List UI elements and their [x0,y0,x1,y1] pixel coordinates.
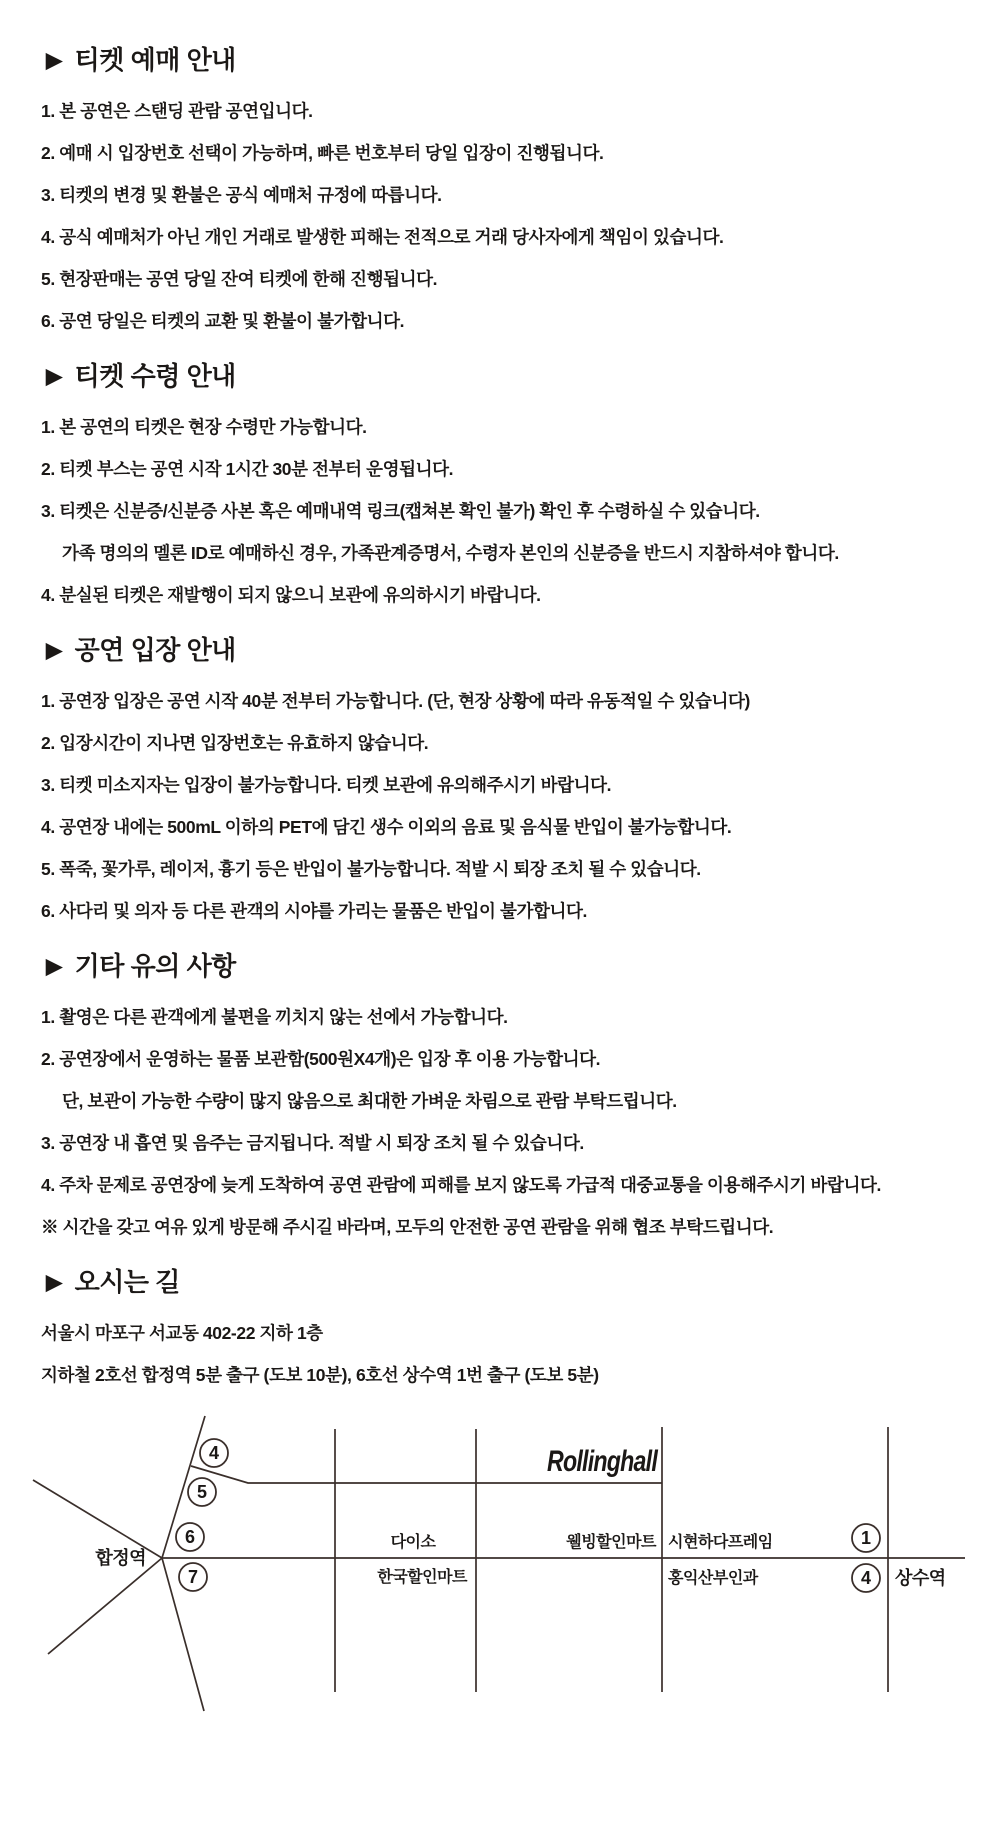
sangsu-exit-1 [852,1524,880,1552]
list-item: 5. 폭죽, 꽃가루, 레이저, 흉기 등은 반입이 불가능합니다. 적발 시 퇴장 조치 될 수 있습니다. [41,859,701,879]
triangle-bullet-icon: ▶ [46,49,62,72]
triangle-bullet-icon: ▶ [46,955,62,978]
exit-number: 4 [860,1568,872,1588]
hapjeong-exit-7 [179,1563,207,1591]
rollinghall-logo: Rollinghall [547,1445,659,1478]
list-item: 4. 분실된 티켓은 재발행이 되지 않으니 보관에 유의하시기 바랍니다. [41,585,541,605]
exit-number: 6 [184,1527,196,1547]
list-item: 5. 현장판매는 공연 당일 잔여 티켓에 한해 진행됩니다. [41,269,438,289]
list-item: 3. 티켓 미소지자는 입장이 불가능합니다. 티켓 보관에 유의해주시기 바랍니다. [41,775,612,795]
road-diagonal-northwest [33,1480,162,1558]
exit-number: 1 [860,1528,872,1548]
venue-map [0,1407,1000,1747]
venue-map-svg [0,1407,1000,1747]
section-title-other-notes [41,952,1000,983]
list-item: 6. 사다리 및 의자 등 다른 관객의 시야를 가리는 물품은 반입이 불가합니다. [41,901,587,921]
sihyunhada-frame-label: 시현하다프레임 [668,1534,773,1551]
list-item: 2. 예매 시 입장번호 선택이 가능하며, 빠른 번호부터 당일 입장이 진행됩니다. [41,143,604,163]
section-ticket-pickup [41,362,1000,605]
sangsu-exit-4 [852,1564,880,1592]
section-other-notes [41,952,1000,1237]
sangsu-station-label: 상수역 [895,1568,946,1588]
section-title-text: 기타 유의 사항 [74,951,236,981]
triangle-bullet-icon: ▶ [46,365,62,388]
subway-directions: 지하철 2호선 합정역 5분 출구 (도보 10분), 6호선 상수역 1번 출구 (도보 5분) [41,1365,599,1385]
list-item: 2. 공연장에서 운영하는 물품 보관함(500원X4개)은 입장 후 이용 가능합니다. [41,1049,601,1069]
list-item: 4. 주차 문제로 공연장에 늦게 도착하여 공연 관람에 피해를 보지 않도록 가급적 대중교통을 이용해주시기 바랍니다. [41,1175,881,1195]
hapjeong-station-label: 합정역 [95,1548,146,1568]
wellbeing-mart-label: 웰빙할인마트 [566,1534,656,1551]
section-ticket-booking [41,46,1000,331]
list-item: 2. 티켓 부스는 공연 시작 1시간 30분 전부터 운영됩니다. [41,459,454,479]
hongik-clinic-label: 홍익산부인과 [668,1570,758,1587]
korea-discount-mart-label: 한국할인마트 [377,1569,467,1586]
list-item-continuation: 가족 명의의 멜론 ID로 예매하신 경우, 가족관계증명서, 수령자 본인의 신분증을 반드시 지참하셔야 합니다. [62,543,839,563]
section-title-text: 티켓 예매 안내 [74,45,236,75]
hapjeong-exit-6 [176,1523,204,1551]
section-title-text: 티켓 수령 안내 [74,361,236,391]
list-item: 4. 공연장 내에는 500mL 이하의 PET에 담긴 생수 이외의 음료 및 음식물 반입이 불가능합니다. [41,817,732,837]
footer-note: ※ 시간을 갖고 여유 있게 방문해 주시길 바라며, 모두의 안전한 공연 관람을 위해 협조 부탁드립니다. [41,1217,774,1237]
section-title-entry-guide [41,636,1000,667]
venue-address: 서울시 마포구 서교동 402-22 지하 1층 [41,1323,323,1343]
list-item: 1. 공연장 입장은 공연 시작 40분 전부터 가능합니다. (단, 현장 상황에 따라 유동적일 수 있습니다) [41,691,750,711]
exit-number: 5 [196,1482,208,1502]
triangle-bullet-icon: ▶ [46,1271,62,1294]
hapjeong-exit-4 [200,1439,228,1467]
list-item: 3. 티켓은 신분증/신분증 사본 혹은 예매내역 링크(캡쳐본 확인 불가) 확인 후 수령하실 수 있습니다. [41,501,760,521]
section-title-ticket-pickup [41,362,1000,393]
section-title-text: 오시는 길 [74,1267,180,1297]
section-title-directions [41,1268,1000,1299]
list-item: 2. 입장시간이 지나면 입장번호는 유효하지 않습니다. [41,733,429,753]
list-item-continuation: 단, 보관이 가능한 수량이 많지 않음으로 최대한 가벼운 차림으로 관람 부탁드립니다. [62,1091,677,1111]
list-item: 3. 공연장 내 흡연 및 음주는 금지됩니다. 적발 시 퇴장 조치 될 수 있습니다. [41,1133,584,1153]
list-item: 4. 공식 예매처가 아닌 개인 거래로 발생한 피해는 전적으로 거래 당사자에게 책임이 있습니다. [41,227,724,247]
triangle-bullet-icon: ▶ [46,639,62,662]
list-item: 1. 촬영은 다른 관객에게 불편을 끼치지 않는 선에서 가능합니다. [41,1007,508,1027]
list-item: 3. 티켓의 변경 및 환불은 공식 예매처 규정에 따릅니다. [41,185,442,205]
hapjeong-exit-5 [188,1478,216,1506]
list-item: 1. 본 공연은 스탠딩 관람 공연입니다. [41,101,313,121]
section-title-text: 공연 입장 안내 [74,635,236,665]
list-item: 1. 본 공연의 티켓은 현장 수령만 가능합니다. [41,417,367,437]
section-title-ticket-booking [41,46,1000,77]
section-entry-guide [41,636,1000,921]
road-diagonal-southwest [48,1558,162,1654]
exit-number: 4 [208,1443,220,1463]
list-item: 6. 공연 당일은 티켓의 교환 및 환불이 불가합니다. [41,311,405,331]
daiso-label: 다이소 [390,1534,436,1551]
exit-number: 7 [187,1567,199,1587]
section-directions [41,1268,1000,1385]
